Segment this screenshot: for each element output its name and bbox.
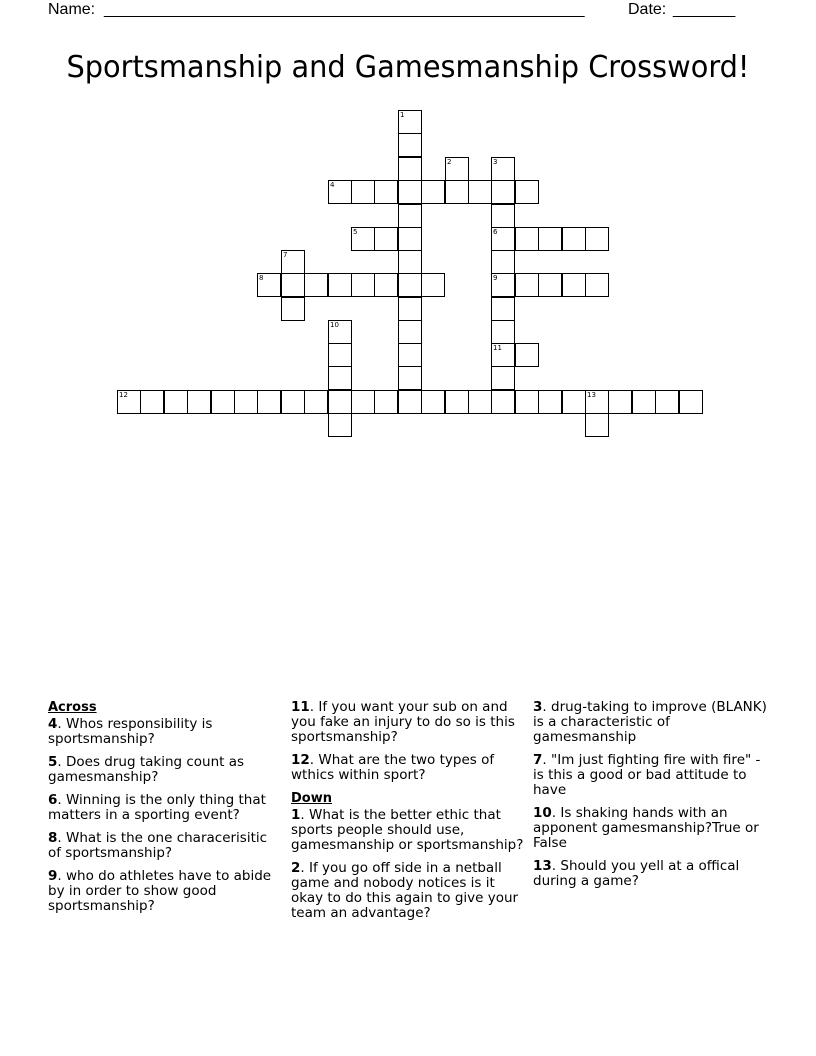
grid-cell[interactable] xyxy=(351,273,375,297)
grid-cell[interactable] xyxy=(351,390,375,414)
grid-cell[interactable] xyxy=(585,273,609,297)
clue-number: 7 xyxy=(533,752,543,768)
grid-cell[interactable] xyxy=(491,250,515,274)
grid-cell[interactable] xyxy=(491,343,515,367)
clue-text: What are the two types of wthics within sport? xyxy=(291,752,495,783)
date-field[interactable]: _______ xyxy=(673,1,736,18)
grid-cell[interactable] xyxy=(328,390,352,414)
clue-text: If you go off side in a netball game and nobody notices is it okay to do this again to give your team an advantage? xyxy=(291,860,519,921)
clue-column-2 xyxy=(291,700,525,929)
grid-cell[interactable] xyxy=(398,180,422,204)
cell-number: 7 xyxy=(283,251,288,259)
grid-cell[interactable] xyxy=(351,227,375,251)
across-clue-9: 9. who do athletes have to abide by in order to show good sportsmanship? xyxy=(48,868,272,914)
grid-cell[interactable] xyxy=(515,227,539,251)
grid-cell[interactable] xyxy=(328,343,352,367)
name-label: Name: xyxy=(48,1,96,18)
cell-number: 9 xyxy=(493,274,498,282)
across-clue-8: 8. What is the one characerisitic of sportsmanship? xyxy=(48,830,268,861)
grid-cell[interactable] xyxy=(164,390,188,414)
grid-cell[interactable] xyxy=(281,297,305,321)
clue-number: 1 xyxy=(291,807,301,823)
grid-cell[interactable] xyxy=(445,180,469,204)
grid-cell[interactable] xyxy=(257,390,281,414)
cell-number: 1 xyxy=(400,111,405,119)
clue-text: What is the better ethic that sports people should use, gamesmanship or sportsmanship? xyxy=(291,807,524,853)
down-clue-3: 3. drug-taking to improve (BLANK) is a characteristic of gamesmanship xyxy=(533,699,767,745)
cell-number: 13 xyxy=(587,391,596,399)
clue-column-1 xyxy=(48,700,276,922)
grid-cell[interactable] xyxy=(328,180,352,204)
grid-cell[interactable] xyxy=(374,180,398,204)
grid-cell[interactable] xyxy=(140,390,164,414)
grid-cell[interactable] xyxy=(491,157,515,181)
grid-cell[interactable] xyxy=(398,366,422,390)
grid-cell[interactable] xyxy=(562,390,586,414)
grid-cell[interactable] xyxy=(398,273,422,297)
cell-number: 3 xyxy=(493,158,498,166)
clue-number: 3 xyxy=(533,699,543,715)
grid-cell[interactable] xyxy=(304,390,328,414)
clue-text: Should you yell at a offical during a game? xyxy=(533,858,740,889)
grid-cell[interactable] xyxy=(398,297,422,321)
across-clue-11: 11. If you want your sub on and you fake an injury to do so is this sportsmanship? xyxy=(291,699,515,745)
grid-cell[interactable] xyxy=(538,273,562,297)
across-heading: Across xyxy=(48,700,97,715)
grid-cell[interactable] xyxy=(585,227,609,251)
down-clue-2: 2. If you go off side in a netball game and nobody notices is it okay to do this again to give your team an advantage? xyxy=(291,860,519,921)
grid-cell[interactable] xyxy=(421,180,445,204)
grid-cell[interactable] xyxy=(281,273,305,297)
across-clue-12: 12. What are the two types of wthics within sport? xyxy=(291,752,495,783)
grid-cell[interactable] xyxy=(281,250,305,274)
clue-number: 4 xyxy=(48,716,58,732)
grid-cell[interactable] xyxy=(491,227,515,251)
crossword-grid xyxy=(0,0,816,460)
grid-cell[interactable] xyxy=(445,157,469,181)
grid-cell[interactable] xyxy=(398,320,422,344)
grid-cell[interactable] xyxy=(538,227,562,251)
clue-text: "Im just fighting fire with fire" - is this a good or bad attitude to have xyxy=(533,752,761,798)
grid-cell[interactable] xyxy=(445,390,469,414)
grid-cell[interactable] xyxy=(398,250,422,274)
grid-cell[interactable] xyxy=(398,133,422,157)
grid-cell[interactable] xyxy=(374,390,398,414)
grid-cell[interactable] xyxy=(421,273,445,297)
grid-cell[interactable] xyxy=(538,390,562,414)
grid-cell[interactable] xyxy=(632,390,656,414)
clue-text: If you want your sub on and you fake an injury to do so is this sportsmanship? xyxy=(291,699,515,745)
grid-cell[interactable] xyxy=(515,343,539,367)
grid-cell[interactable] xyxy=(491,297,515,321)
down-clue-13: 13. Should you yell at a offical during a game? xyxy=(533,858,740,889)
grid-cell[interactable] xyxy=(398,343,422,367)
grid-cell[interactable] xyxy=(234,390,258,414)
grid-cell[interactable] xyxy=(515,180,539,204)
grid-cell[interactable] xyxy=(515,273,539,297)
grid-cell[interactable] xyxy=(491,390,515,414)
grid-cell[interactable] xyxy=(468,390,492,414)
clue-text: who do athletes have to abide by in order to show good sportsmanship? xyxy=(48,868,272,914)
down-clue-7: 7. "Im just fighting fire with fire" - is this a good or bad attitude to have xyxy=(533,752,761,798)
down-clue-10: 10. Is shaking hands with an apponent gamesmanship?True or False xyxy=(533,805,759,851)
grid-cell[interactable] xyxy=(257,273,281,297)
grid-cell[interactable] xyxy=(398,110,422,134)
clue-number: 5 xyxy=(48,754,58,770)
clue-text: drug-taking to improve (BLANK) is a characteristic of gamesmanship xyxy=(533,699,767,745)
grid-cell[interactable] xyxy=(491,320,515,344)
grid-cell[interactable] xyxy=(398,157,422,181)
cell-number: 8 xyxy=(259,274,264,282)
clue-number: 9 xyxy=(48,868,58,884)
clue-number: 8 xyxy=(48,830,58,846)
grid-cell[interactable] xyxy=(398,390,422,414)
grid-cell[interactable] xyxy=(328,366,352,390)
grid-cell[interactable] xyxy=(187,390,211,414)
grid-cell[interactable] xyxy=(398,204,422,228)
clue-number: 12 xyxy=(291,752,310,768)
clue-number: 6 xyxy=(48,792,58,808)
grid-cell[interactable] xyxy=(608,390,632,414)
cell-number: 5 xyxy=(353,228,358,236)
grid-cell[interactable] xyxy=(491,204,515,228)
clue-text: Whos responsibility is sportsmanship? xyxy=(48,716,213,747)
grid-cell[interactable] xyxy=(398,227,422,251)
cell-number: 12 xyxy=(119,391,128,399)
grid-cell[interactable] xyxy=(655,390,679,414)
across-clue-6: 6. Winning is the only thing that matters in a sporting event? xyxy=(48,792,266,823)
grid-cell[interactable] xyxy=(562,227,586,251)
grid-cell[interactable] xyxy=(328,273,352,297)
cell-number: 2 xyxy=(447,158,452,166)
grid-cell[interactable] xyxy=(304,273,328,297)
grid-cell[interactable] xyxy=(515,390,539,414)
clue-text: What is the one characerisitic of sportsmanship? xyxy=(48,830,268,861)
down-clue-1: 1. What is the better ethic that sports people should use, gamesmanship or sportsmanship? xyxy=(291,807,524,853)
across-clue-5: 5. Does drug taking count as gamesmanship? xyxy=(48,754,245,785)
grid-cell[interactable] xyxy=(211,390,235,414)
clue-number: 13 xyxy=(533,858,552,874)
across-clue-4: 4. Whos responsibility is sportsmanship? xyxy=(48,716,213,747)
grid-cell[interactable] xyxy=(328,413,352,437)
name-field[interactable]: ______________________________________________________ xyxy=(104,1,585,18)
grid-cell[interactable] xyxy=(281,390,305,414)
grid-cell[interactable] xyxy=(491,366,515,390)
grid-cell[interactable] xyxy=(351,180,375,204)
clue-text: Does drug taking count as gamesmanship? xyxy=(48,754,245,785)
grid-cell[interactable] xyxy=(491,180,515,204)
cell-number: 4 xyxy=(330,181,335,189)
grid-cell[interactable] xyxy=(374,273,398,297)
grid-cell[interactable] xyxy=(585,413,609,437)
grid-cell[interactable] xyxy=(328,320,352,344)
page-title: Sportsmanship and Gamesmanship Crossword! xyxy=(66,50,750,85)
grid-cell[interactable] xyxy=(491,273,515,297)
clue-number: 10 xyxy=(533,805,552,821)
date-label: Date: xyxy=(628,1,667,18)
clue-text: Is shaking hands with an apponent gamesmanship?True or False xyxy=(533,805,759,851)
grid-cell[interactable] xyxy=(374,227,398,251)
grid-cell[interactable] xyxy=(585,390,609,414)
clue-number: 11 xyxy=(291,699,310,715)
cell-number: 11 xyxy=(493,344,502,352)
grid-cell[interactable] xyxy=(117,390,141,414)
grid-cell[interactable] xyxy=(562,273,586,297)
clue-text: Winning is the only thing that matters in a sporting event? xyxy=(48,792,266,823)
cell-number: 6 xyxy=(493,228,498,236)
clue-column-3 xyxy=(533,700,773,897)
cell-number: 10 xyxy=(330,321,339,329)
down-heading: Down xyxy=(291,791,332,806)
grid-cell[interactable] xyxy=(679,390,703,414)
grid-cell[interactable] xyxy=(421,390,445,414)
clue-number: 2 xyxy=(291,860,301,876)
grid-cell[interactable] xyxy=(468,180,492,204)
